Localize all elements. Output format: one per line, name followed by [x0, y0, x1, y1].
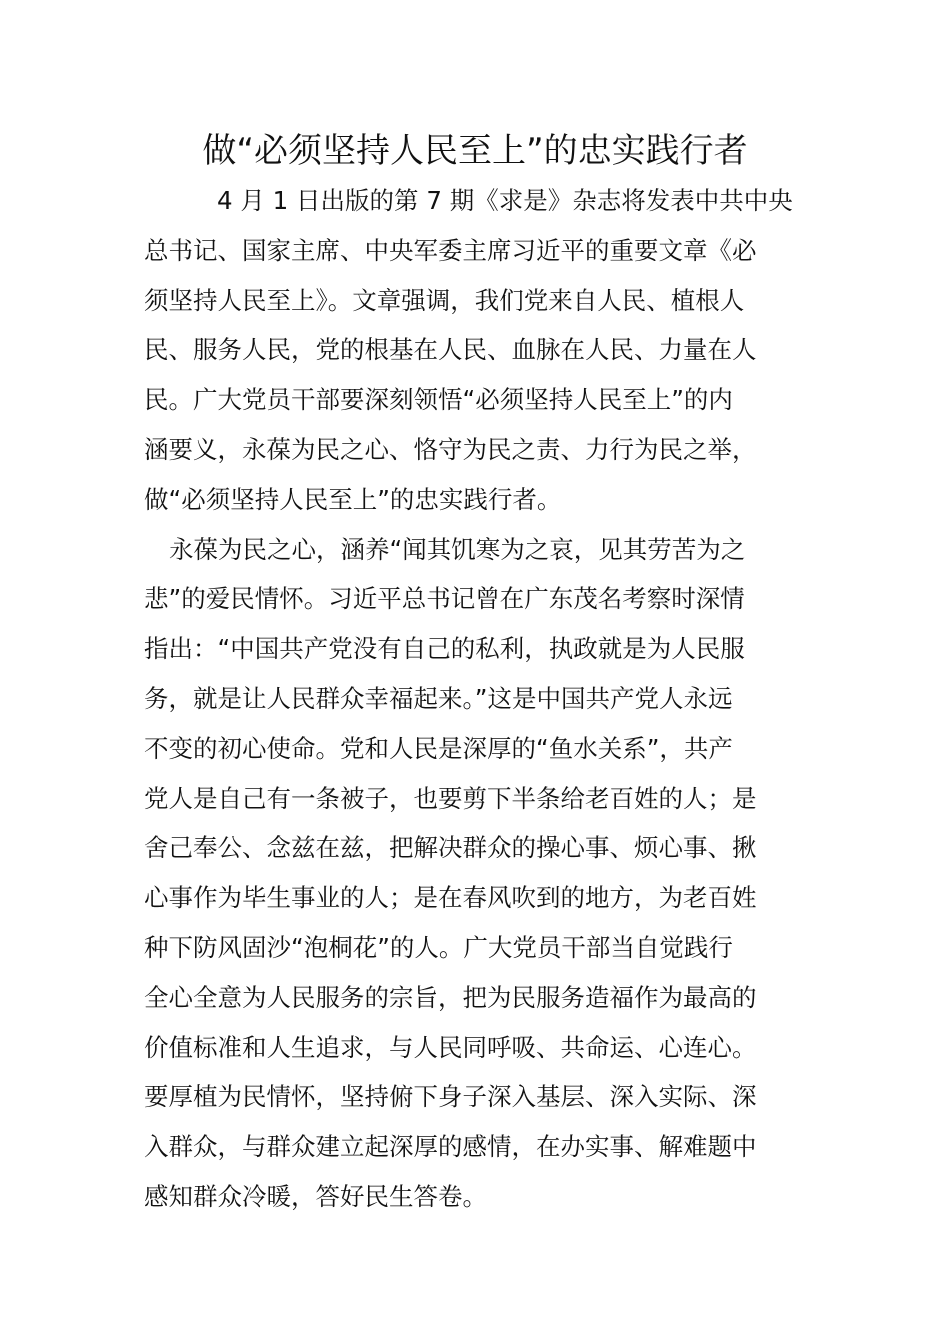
paragraph-intro: [144, 176, 809, 525]
text-line: 价值标准和人生追求，与人民同呼吸、共命运、心连心。: [144, 1032, 757, 1062]
text-line: 党人是自己有一条被子，也要剪下半条给老百姓的人；是: [144, 783, 757, 813]
text-line: 指出：“中国共产党没有自己的私利，执政就是为人民服: [144, 634, 745, 664]
text-line: 永葆为民之心，涵养“闻其饥寒为之哀，见其劳苦为之: [169, 534, 746, 564]
text-line: 做“必须坚持人民至上”的忠实践行者。: [144, 484, 562, 514]
text-line: 全心全意为人民服务的宗旨，把为民服务造福作为最高的: [144, 982, 757, 1012]
text-line: 种下防风固沙“泡桐花”的人。广大党员干部当自觉践行: [144, 932, 733, 962]
text-line: 悲”的爱民情怀。习近平总书记曾在广东茂名考察时深情: [144, 584, 745, 614]
text-line: 心事作为毕生事业的人；是在春风吹到的地方，为老百姓: [144, 883, 757, 913]
text-line: 民。广大党员干部要深刻领悟“必须坚持人民至上”的内: [144, 385, 733, 415]
text-line: 涵要义，永葆为民之心、恪守为民之责、力行为民之举，: [144, 434, 757, 464]
text-line: 感知群众冷暖，答好民生答卷。: [144, 1181, 487, 1211]
text-line: 4 月 1 日出版的第 7 期《求是》杂志将发表中共中央: [217, 186, 793, 215]
text-line: 不变的初心使命。党和人民是深厚的“鱼水关系”，共产: [144, 733, 733, 763]
paragraph-section-1: [144, 525, 809, 1222]
text-line: 须坚持人民至上》。文章强调，我们党来自人民、植根人: [144, 285, 745, 315]
text-line: 舍己奉公、念兹在兹，把解决群众的操心事、烦心事、揪: [144, 833, 757, 863]
text-line: 总书记、国家主席、中央军委主席习近平的重要文章《必: [144, 235, 757, 265]
document-body: [144, 176, 809, 1222]
document-title: 做“必须坚持人民至上”的忠实践行者: [202, 131, 748, 171]
text-line: 务，就是让人民群众幸福起来。”这是中国共产党人永远: [144, 683, 733, 713]
text-line: 要厚植为民情怀，坚持俯下身子深入基层、深入实际、深: [144, 1082, 757, 1112]
text-line: 民、服务人民，党的根基在人民、血脉在人民、力量在人: [144, 335, 757, 365]
text-line: 入群众，与群众建立起深厚的感情，在办实事、解难题中: [144, 1132, 757, 1162]
